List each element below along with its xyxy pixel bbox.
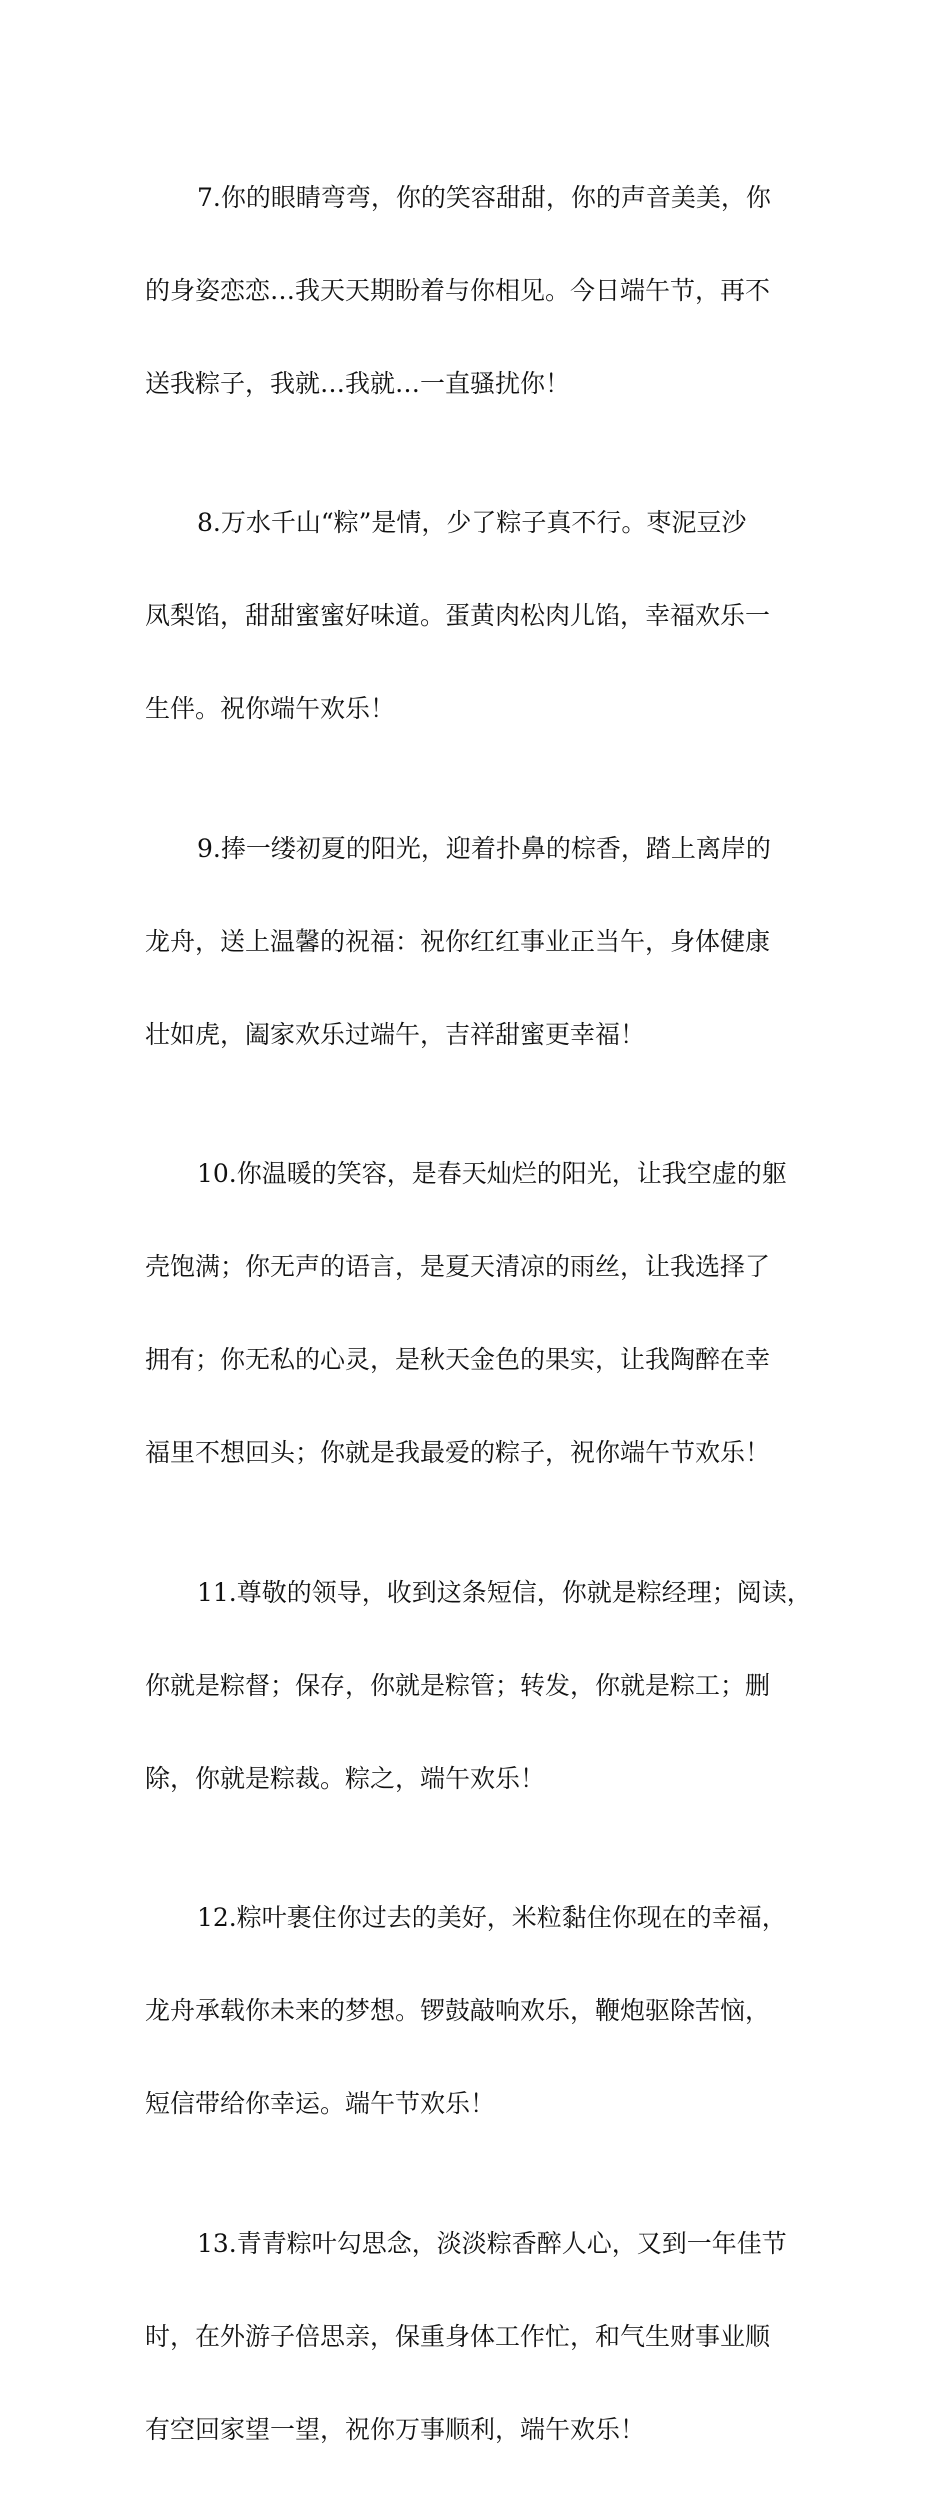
paragraph-line: 除，你就是粽裁。粽之，端午欢乐！ [145, 1763, 546, 1793]
paragraph-11 [145, 1523, 810, 1849]
paragraph-line: 短信带给你幸运。端午节欢乐！ [145, 2089, 496, 2118]
paragraph-line: 时，在外游子倍思亲，保重身体工作忙，和气生财事业顺 [145, 2321, 771, 2351]
paragraph-line: 龙舟，送上温馨的祝福：祝你红红事业正当午，身体健康 [145, 926, 771, 956]
paragraph-7 [145, 128, 810, 454]
paragraph-9 [145, 779, 810, 1105]
paragraph-line: 壮如虎，阖家欢乐过端午，吉祥甜蜜更幸福！ [145, 1019, 646, 1049]
paragraph-line: 生伴。祝你端午欢乐！ [145, 694, 396, 723]
paragraph-line: 8.万水千山“粽”是情，少了粽子真不行。枣泥豆沙 [197, 508, 747, 537]
paragraph-line: 凤梨馅，甜甜蜜蜜好味道。蛋黄肉松肉儿馅，幸福欢乐一 [145, 601, 771, 630]
paragraph-line: 拥有；你无私的心灵，是秋天金色的果实，让我陶醉在幸 [145, 1345, 771, 1374]
paragraph-line: 13.青青粽叶勾思念，淡淡粽香醉人心，又到一年佳节 [197, 2228, 787, 2258]
paragraph-line: 你就是粽督；保存，你就是粽管；转发，你就是粽工；删 [145, 1670, 771, 1700]
document-body [145, 128, 810, 2500]
paragraph-line: 福里不想回头；你就是我最爱的粽子，祝你端午节欢乐！ [145, 1438, 771, 1467]
paragraph-line: 送我粽子，我就…我就…一直骚扰你！ [145, 368, 571, 398]
paragraph-line: 10.你温暖的笑容，是春天灿烂的阳光，让我空虚的躯 [197, 1159, 787, 1188]
paragraph-line: 11.尊敬的领导，收到这条短信，你就是粽经理；阅读， [197, 1577, 812, 1607]
paragraph-line: 7.你的眼睛弯弯，你的笑容甜甜，你的声音美美，你 [197, 182, 771, 212]
paragraph-line: 12.粽叶裹住你过去的美好，米粒黏住你现在的幸福， [197, 1903, 787, 1932]
paragraph-line: 有空回家望一望，祝你万事顺利，端午欢乐！ [145, 2414, 646, 2444]
paragraph-10 [145, 1105, 810, 1524]
paragraph-8 [145, 454, 810, 780]
paragraph-line: 的身姿恋恋…我天天期盼着与你相见。今日端午节，再不 [145, 275, 771, 305]
paragraph-13 [145, 2174, 810, 2500]
paragraph-line: 9.捧一缕初夏的阳光，迎着扑鼻的棕香，踏上离岸的 [197, 833, 771, 863]
paragraph-line: 壳饱满；你无声的语言，是夏天清凉的雨丝，让我选择了 [145, 1252, 771, 1281]
paragraph-line: 龙舟承载你未来的梦想。锣鼓敲响欢乐，鞭炮驱除苦恼， [145, 1996, 771, 2025]
paragraph-12 [145, 1849, 810, 2175]
